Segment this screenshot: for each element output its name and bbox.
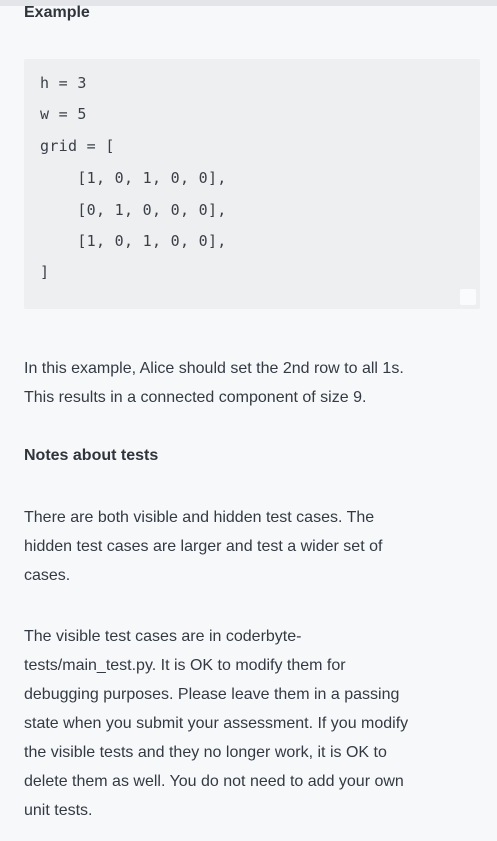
text-line: debugging purposes. Please leave them in a passing xyxy=(24,686,400,703)
text-line: state when you submit your assessment. If you modify xyxy=(24,715,409,732)
text-line: delete them as well. You do not need to add your own xyxy=(24,773,404,790)
text-line: This results in a connected component of size 9. xyxy=(24,389,367,406)
copy-code-button[interactable] xyxy=(460,289,476,305)
example-heading: Example xyxy=(24,4,90,21)
code-line: [1, 0, 1, 0, 0], xyxy=(40,232,227,250)
text-line: The visible test cases are in coderbyte- xyxy=(24,628,302,645)
example-explanation xyxy=(24,354,484,412)
text-line: hidden test cases are larger and test a wider set of xyxy=(24,538,383,555)
text-line: the visible tests and they no longer work, it is OK to xyxy=(24,744,387,761)
code-line: [1, 0, 1, 0, 0], xyxy=(40,169,227,187)
code-line: [0, 1, 0, 0, 0], xyxy=(40,201,227,219)
code-line: w = 5 xyxy=(40,105,87,123)
text-line: There are both visible and hidden test cases. The xyxy=(24,509,375,526)
text-line: tests/main_test.py. It is OK to modify them for xyxy=(24,657,346,674)
code-line: h = 3 xyxy=(40,74,87,92)
text-line: In this example, Alice should set the 2nd row to all 1s. xyxy=(24,360,404,377)
text-line: cases. xyxy=(24,567,71,584)
code-line: ] xyxy=(40,263,50,281)
notes-heading: Notes about tests xyxy=(24,447,159,464)
notes-paragraph-2 xyxy=(24,622,484,825)
notes-paragraph-1 xyxy=(24,503,484,590)
code-block xyxy=(24,59,480,309)
text-line: unit tests. xyxy=(24,802,93,819)
code-line: grid = [ xyxy=(40,137,115,155)
